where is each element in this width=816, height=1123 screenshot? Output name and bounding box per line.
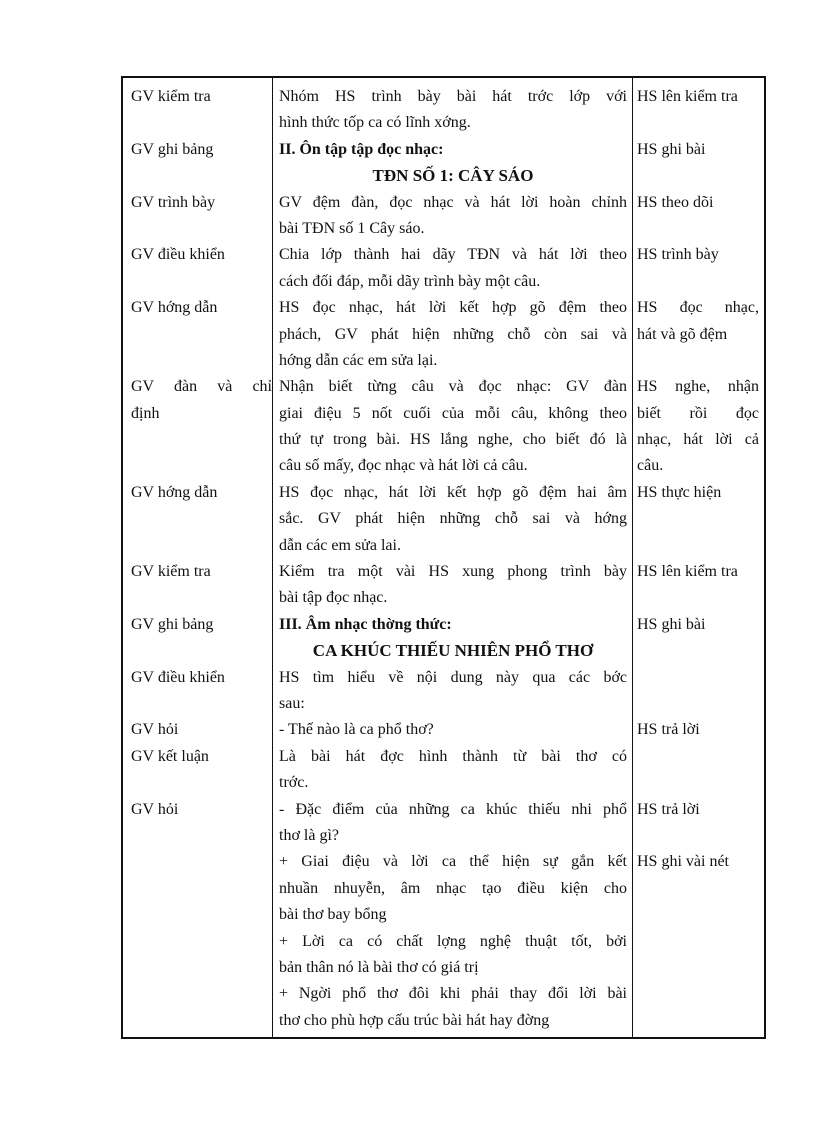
content-cell-line: HS đọc nhạc, hát lời kết hợp gõ đệm hai âm — [279, 483, 627, 501]
teacher-cell — [123, 981, 272, 1034]
teacher-cell — [123, 480, 272, 559]
content-cell-line: HS đọc nhạc, hát lời kết hợp gõ đệm theo — [279, 299, 627, 317]
content-cell-line: hớng dẫn các em sửa lại. — [279, 351, 438, 369]
student-cell-line: HS lên kiểm tra — [637, 88, 738, 105]
content-cell — [272, 849, 632, 928]
student-cell — [632, 717, 764, 743]
content-cell-line: câu số mấy, đọc nhạc và hát lời cả câu. — [279, 457, 528, 475]
content-cell — [272, 638, 632, 664]
teacher-cell-line — [131, 638, 272, 664]
teacher-cell-line — [131, 929, 272, 955]
teacher-cell-line: GV hỏi — [131, 800, 179, 818]
content-cell — [272, 163, 632, 189]
student-cell-line: hát và gõ đệm — [637, 325, 728, 343]
student-cell — [632, 744, 764, 797]
student-cell-line — [637, 744, 759, 770]
content-cell-line: thơ là gì? — [279, 826, 339, 844]
content-cell-line: + Giai điệu và lời ca thể hiện sự gắn kết — [279, 853, 627, 871]
student-cell — [632, 190, 764, 243]
content-cell — [272, 190, 632, 243]
student-cell-line: biết rồi đọc — [637, 404, 759, 422]
student-cell — [632, 374, 764, 480]
content-cell-line: bài thơ bay bổng — [279, 906, 387, 924]
teacher-cell-line — [131, 981, 272, 1007]
content-cell — [272, 84, 632, 137]
content-cell-line: bài tập đọc nhạc. — [279, 589, 388, 607]
content-cell — [272, 480, 632, 559]
student-cell — [632, 137, 764, 163]
teacher-cell — [123, 137, 272, 163]
teacher-cell-line — [131, 163, 272, 189]
content-cell-line: + Ngời phổ thơ đôi khi phải thay đổi lời bài — [279, 985, 627, 1003]
content-cell-line: thơ cho phù hợp cấu trúc bài hát hay đờng — [279, 1011, 550, 1029]
student-cell — [632, 929, 764, 982]
teacher-cell — [123, 638, 272, 664]
teacher-cell — [123, 929, 272, 982]
teacher-cell-line — [131, 770, 272, 796]
student-cell — [632, 849, 764, 928]
teacher-cell-line — [131, 506, 272, 532]
teacher-cell-line — [131, 348, 272, 374]
teacher-cell — [123, 295, 272, 374]
teacher-cell-line — [131, 453, 272, 479]
student-cell — [632, 638, 764, 664]
content-cell — [272, 665, 632, 718]
student-cell-line — [637, 770, 759, 796]
student-cell-line: HS trả lời — [637, 721, 700, 739]
student-cell-line: HS trình bày — [637, 246, 719, 264]
student-cell — [632, 612, 764, 638]
content-cell-line: Là bài hát đợc hình thành từ bài thơ có — [279, 747, 627, 765]
teacher-cell-line: GV kiểm tra — [131, 563, 211, 581]
teacher-cell — [123, 559, 272, 612]
table-row — [123, 559, 764, 612]
teacher-cell-line: GV hỏi — [131, 721, 179, 739]
student-cell — [632, 559, 764, 612]
table-row — [123, 929, 764, 982]
table-row — [123, 638, 764, 664]
teacher-cell-line — [131, 533, 272, 559]
content-cell-line: sau: — [279, 694, 305, 712]
teacher-cell — [123, 84, 272, 137]
student-cell-line — [637, 691, 759, 717]
student-cell-line — [637, 902, 759, 928]
teacher-cell-line: GV điều khiển — [131, 246, 225, 264]
student-cell-line — [637, 638, 759, 664]
table-row — [123, 665, 764, 718]
content-cell-line: Nhận biết từng câu và đọc nhạc: GV đàn — [279, 378, 627, 396]
student-cell-line — [637, 533, 759, 559]
student-cell — [632, 295, 764, 374]
student-cell-line: nhạc, hát lời cả — [637, 431, 759, 449]
teacher-cell-line — [131, 849, 272, 875]
student-cell-line — [637, 1008, 759, 1034]
content-cell — [272, 374, 632, 480]
student-cell — [632, 665, 764, 718]
teacher-cell — [123, 163, 272, 189]
teacher-cell-line — [131, 1008, 272, 1034]
teacher-cell-line: GV kiểm tra — [131, 88, 211, 105]
teacher-cell-line: GV kết luận — [131, 747, 209, 765]
table-row — [123, 295, 764, 374]
content-cell-line: II. Ôn tập tập đọc nhạc: — [279, 140, 444, 158]
teacher-cell-line — [131, 216, 272, 242]
teacher-cell-line — [131, 902, 272, 928]
student-cell-line: HS trả lời — [637, 800, 700, 818]
teacher-cell-line — [131, 322, 272, 348]
student-cell — [632, 797, 764, 850]
content-cell-line: Nhóm HS trình bày bài hát trớc lớp với — [279, 88, 627, 105]
teacher-cell-line: GV trình bày — [131, 193, 216, 211]
teacher-cell — [123, 242, 272, 295]
student-cell — [632, 163, 764, 189]
teacher-cell-line: GV hớng dẫn — [131, 483, 218, 501]
student-cell — [632, 84, 764, 137]
content-cell-line: dẫn các em sửa lai. — [279, 536, 401, 554]
teacher-cell — [123, 717, 272, 743]
content-cell — [272, 981, 632, 1034]
table-rows — [123, 84, 764, 1034]
table-row — [123, 163, 764, 189]
student-cell-line — [637, 981, 759, 1007]
student-cell-line: HS ghi bài — [637, 615, 706, 633]
teacher-cell — [123, 744, 272, 797]
student-cell-line — [637, 269, 759, 295]
teacher-cell-line — [131, 269, 272, 295]
student-cell-line: HS thực hiện — [637, 483, 722, 501]
content-cell-line: bài TĐN số 1 Cây sáo. — [279, 219, 425, 237]
table-row — [123, 480, 764, 559]
content-cell — [272, 929, 632, 982]
table-row — [123, 84, 764, 137]
content-cell-line: - Thế nào là ca phổ thơ? — [279, 721, 434, 739]
student-cell-line — [637, 585, 759, 611]
content-cell — [272, 717, 632, 743]
content-cell-line: Chia lớp thành hai dãy TĐN và hát lời theo — [279, 246, 627, 264]
teacher-cell-line: GV hớng dẫn — [131, 299, 218, 317]
content-cell-line: Kiểm tra một vài HS xung phong trình bày — [279, 563, 627, 581]
content-cell-line: bản thân nó là bài thơ có giá trị — [279, 958, 479, 976]
teacher-cell — [123, 849, 272, 928]
teacher-cell-line: định — [131, 404, 160, 422]
teacher-cell-line: GV ghi bảng — [131, 140, 214, 158]
content-cell — [272, 797, 632, 850]
content-cell-line: HS tìm hiểu về nội dung này qua các bớc — [279, 668, 627, 686]
content-cell-line: + Lời ca có chất lợng nghệ thuật tốt, bởi — [279, 932, 627, 950]
content-cell — [272, 295, 632, 374]
student-cell-line — [637, 929, 759, 955]
teacher-cell-line — [131, 823, 272, 849]
table-row — [123, 981, 764, 1034]
content-cell-line: cách đối đáp, mỗi dãy trình bày một câu. — [279, 272, 541, 290]
student-cell-line — [637, 955, 759, 981]
student-cell-line: HS lên kiểm tra — [637, 563, 738, 581]
content-cell — [272, 744, 632, 797]
content-cell-line: III. Âm nhạc thờng thức: — [279, 615, 452, 633]
student-cell-line — [637, 163, 759, 189]
teacher-cell — [123, 612, 272, 638]
table-row — [123, 797, 764, 850]
content-cell — [272, 137, 632, 163]
content-cell-line: CA KHÚC THIẾU NHIÊN PHỔ THƠ — [312, 641, 594, 661]
content-cell-line: trớc. — [279, 774, 309, 792]
student-cell-line — [637, 876, 759, 902]
student-cell — [632, 480, 764, 559]
table-row — [123, 374, 764, 480]
student-cell-line: HS theo dõi — [637, 193, 714, 211]
content-cell-line: - Đặc điểm của những ca khúc thiếu nhi phổ — [279, 800, 627, 818]
teacher-cell-line — [131, 876, 272, 902]
student-cell-line — [637, 823, 759, 849]
student-cell-line — [637, 665, 759, 691]
teacher-cell-line — [131, 585, 272, 611]
content-cell-line: thứ tự trong bài. HS lắng nghe, cho biết đó là — [279, 431, 627, 449]
table-row — [123, 242, 764, 295]
table-row — [123, 744, 764, 797]
table-row — [123, 137, 764, 163]
student-cell-line — [637, 110, 759, 136]
content-cell — [272, 559, 632, 612]
content-cell-line: GV đệm đàn, đọc nhạc và hát lời hoàn chỉnh — [279, 193, 627, 211]
teacher-cell — [123, 797, 272, 850]
student-cell-line: HS ghi vài nét — [637, 853, 729, 871]
student-cell-line — [637, 216, 759, 242]
student-cell-line: HS nghe, nhận — [637, 378, 759, 396]
student-cell-line: câu. — [637, 457, 664, 475]
student-cell-line — [637, 506, 759, 532]
content-cell-line: phách, GV phát hiện những chỗ còn sai và — [279, 325, 627, 343]
teacher-cell-line: GV ghi bảng — [131, 615, 214, 633]
table-row — [123, 717, 764, 743]
teacher-cell-line — [131, 110, 272, 136]
teacher-cell-line: GV điều khiển — [131, 668, 225, 686]
content-cell-line: giai điệu 5 nốt cuối của mỗi câu, không theo — [279, 404, 627, 422]
content-cell — [272, 612, 632, 638]
teacher-cell-line — [131, 691, 272, 717]
lesson-table — [121, 76, 766, 1039]
teacher-cell — [123, 665, 272, 718]
table-row — [123, 612, 764, 638]
student-cell-line: HS ghi bài — [637, 140, 706, 158]
content-cell — [272, 242, 632, 295]
student-cell-line — [637, 348, 759, 374]
student-cell-line: HS đọc nhạc, — [637, 299, 759, 317]
teacher-cell-line: GV đàn và chỉ — [131, 378, 272, 396]
student-cell — [632, 242, 764, 295]
teacher-cell-line — [131, 427, 272, 453]
teacher-cell — [123, 374, 272, 480]
content-cell-line: hình thức tốp ca có lĩnh xớng. — [279, 114, 471, 132]
teacher-cell — [123, 190, 272, 243]
student-cell — [632, 981, 764, 1034]
table-row — [123, 190, 764, 243]
content-cell-line: nhuần nhuyễn, âm nhạc tạo điều kiện cho — [279, 879, 627, 897]
table-row — [123, 849, 764, 928]
teacher-cell-line — [131, 955, 272, 981]
content-cell-line: sắc. GV phát hiện những chỗ sai và hớng — [279, 510, 627, 528]
content-cell-line: TĐN SỐ 1: CÂY SÁO — [372, 166, 534, 186]
